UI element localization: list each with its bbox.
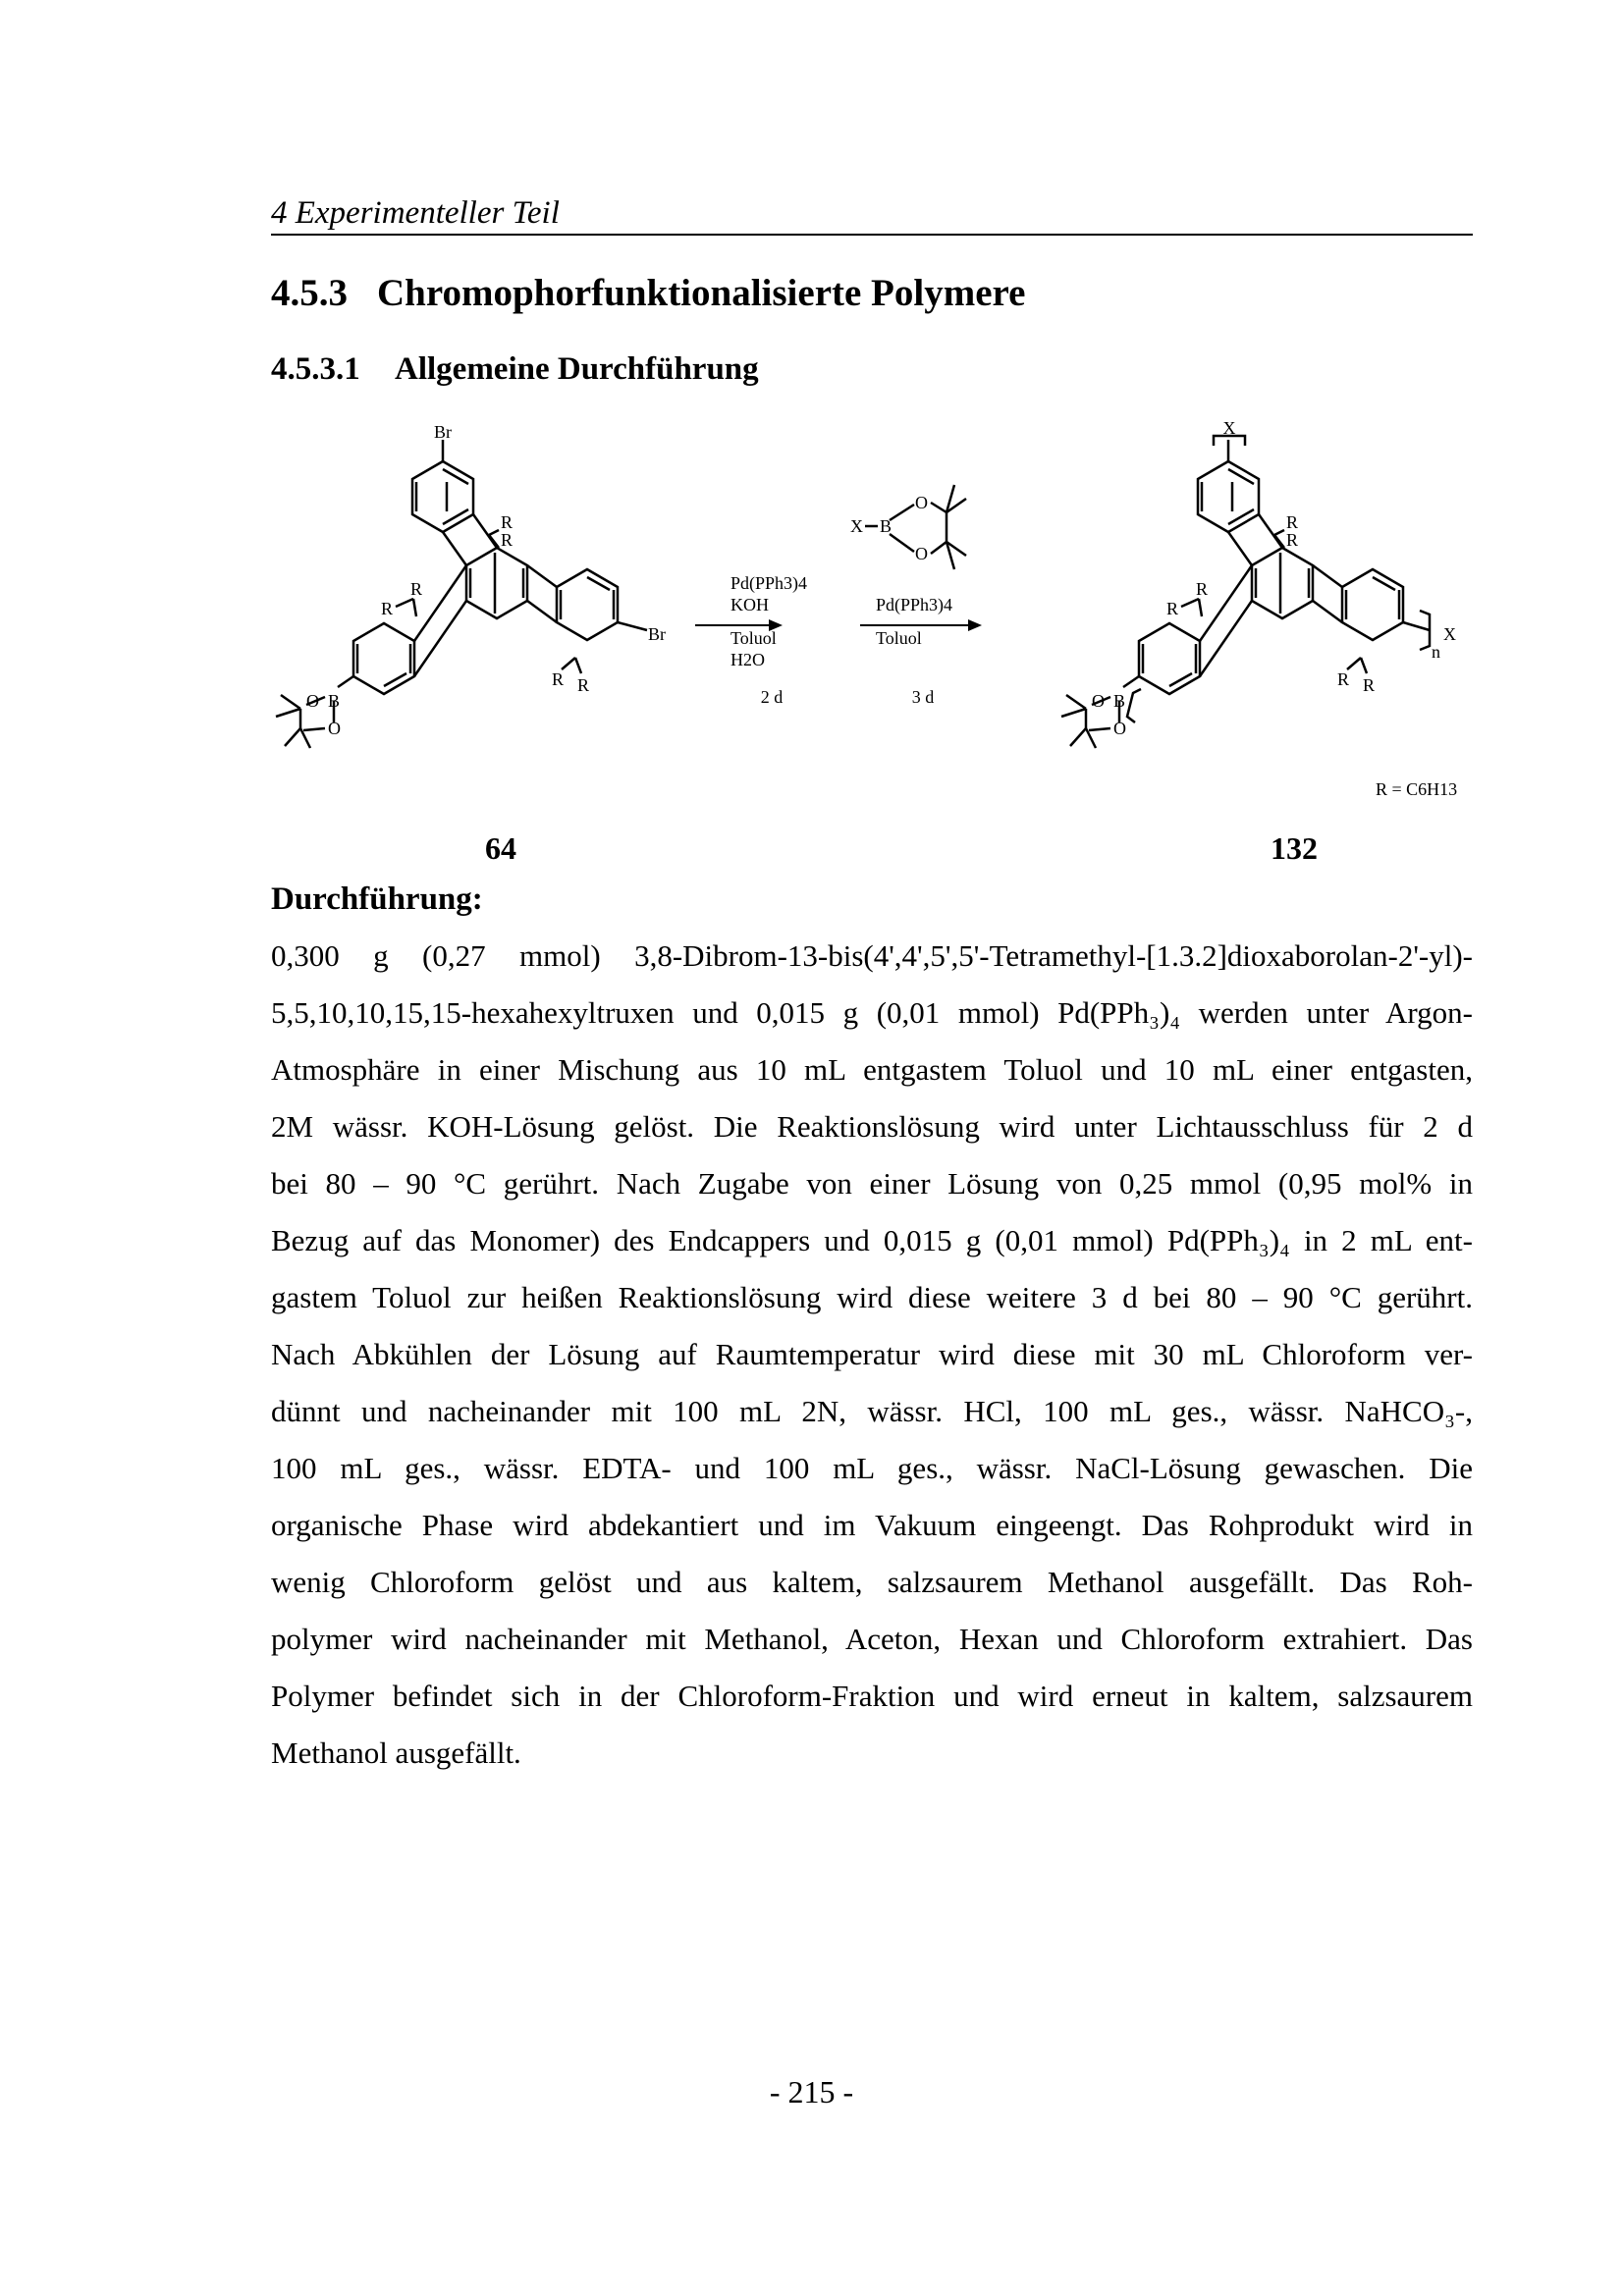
step2-catalyst: Pd(PPh3)4 xyxy=(876,595,953,614)
step1-solvent2: H2O xyxy=(730,650,765,669)
product-boron: B xyxy=(1113,691,1126,711)
reactant-r4: R xyxy=(381,599,394,618)
product-compound-number: 132 xyxy=(1271,830,1318,866)
reaction-scheme-svg xyxy=(271,422,1473,874)
procedure-heading: Durchführung: xyxy=(271,881,483,917)
product-x-top: X xyxy=(1222,422,1236,438)
step1-time: 2 d xyxy=(760,687,784,707)
procedure-line-15: Methanol ausgefällt. xyxy=(271,1735,521,1770)
procedure-line-5: bei 80 – 90 °C gerührt. Nach Zugabe von einer Lösung von 0,25 mmol (0,95 mol% in xyxy=(271,1166,1473,1201)
procedure-line-2: 5,5,10,10,15,15-hexahexyltruxen und 0,015 g (0,01 mmol) Pd(PPh₃)₄ werden unter Argon- xyxy=(271,995,1473,1030)
step1-catalyst: Pd(PPh3)4 xyxy=(730,573,808,593)
reactant-boron: B xyxy=(328,691,341,711)
product-r6: R xyxy=(1363,675,1376,695)
procedure-text xyxy=(271,928,1473,1782)
reactant-oxygen2: O xyxy=(328,719,341,738)
procedure-line-8: Nach Abkühlen der Lösung auf Raumtemperatur wird diese mit 30 mL Chloroform ver- xyxy=(271,1337,1473,1371)
procedure-line-11: organische Phase wird abdekantiert und im Vakuum eingeengt. Das Rohprodukt wird in xyxy=(271,1508,1473,1542)
subsection-title: Allgemeine Durchführung xyxy=(395,351,759,387)
step2-solvent: Toluol xyxy=(876,628,922,648)
subsection-number: 4.5.3.1 xyxy=(271,351,360,387)
product-r3: R xyxy=(1196,579,1209,599)
procedure-line-14: Polymer befindet sich in der Chloroform-Fraktion und wird erneut in kaltem, salzsaurem xyxy=(271,1679,1473,1713)
procedure-line-3: Atmosphäre in einer Mischung aus 10 mL entgastem Toluol und 10 mL einer entgasten, xyxy=(271,1052,1473,1087)
endcapper-x: X xyxy=(850,516,863,536)
section-title: Chromophorfunktionalisierte Polymere xyxy=(377,272,1026,314)
endcapper-boron: B xyxy=(880,516,893,536)
procedure-line-9: dünnt und nacheinander mit 100 mL 2N, wässr. HCl, 100 mL ges., wässr. NaHCO₃-, xyxy=(271,1394,1473,1428)
product-repeat-n: n xyxy=(1432,642,1440,662)
subsection-heading xyxy=(271,351,759,388)
procedure-line-12: wenig Chloroform gelöst und aus kaltem, salzsaurem Methanol ausgefällt. Das Roh- xyxy=(271,1565,1473,1599)
section-number: 4.5.3 xyxy=(271,272,348,314)
section-heading xyxy=(271,271,1025,315)
product-r2: R xyxy=(1286,530,1299,550)
product-structure xyxy=(1061,422,1456,748)
procedure-line-10: 100 mL ges., wässr. EDTA- und 100 mL ges., wässr. NaCl-Lösung gewaschen. Die xyxy=(271,1451,1473,1485)
procedure-line-4: 2M wässr. KOH-Lösung gelöst. Die Reaktionslösung wird unter Lichtausschluss für 2 d xyxy=(271,1109,1473,1144)
procedure-line-1: 0,300 g (0,27 mmol) 3,8-Dibrom-13-bis(4',4',5',5'-Tetramethyl-[1.3.2]dioxaborolan-2'-yl)- xyxy=(271,938,1473,973)
step2-time: 3 d xyxy=(911,687,935,707)
reactant-structure xyxy=(276,422,666,748)
product-r5: R xyxy=(1337,669,1350,689)
reaction-scheme xyxy=(271,422,1473,874)
product-oxygen2: O xyxy=(1113,719,1126,738)
procedure-line-6: Bezug auf das Monomer) des Endcappers und 0,015 g (0,01 mmol) Pd(PPh₃)₄ in 2 mL ent- xyxy=(271,1223,1473,1257)
product-r4: R xyxy=(1166,599,1179,618)
reactant-compound-number: 64 xyxy=(485,830,516,866)
reactant-oxygen1: O xyxy=(306,691,319,711)
reactant-br-top: Br xyxy=(434,422,452,442)
running-head: 4 Experimenteller Teil xyxy=(271,192,1473,236)
reactant-r5: R xyxy=(552,669,565,689)
step1-solvent1: Toluol xyxy=(730,628,777,648)
product-x-right: X xyxy=(1443,624,1456,644)
procedure-line-7: gastem Toluol zur heißen Reaktionslösung wird diese weitere 3 d bei 80 – 90 °C gerührt. xyxy=(271,1280,1473,1314)
reactant-br-right: Br xyxy=(648,624,666,644)
endcapper-oxygen2: O xyxy=(915,544,928,563)
r-definition: R = C6H13 xyxy=(1376,779,1458,799)
page-number: - 215 - xyxy=(769,2074,854,2109)
endcapper-oxygen1: O xyxy=(915,493,928,512)
step1-base: KOH xyxy=(730,595,769,614)
reactant-r6: R xyxy=(577,675,590,695)
reactant-r1: R xyxy=(501,512,514,532)
product-r1: R xyxy=(1286,512,1299,532)
reactant-r3: R xyxy=(410,579,423,599)
reactant-r2: R xyxy=(501,530,514,550)
procedure-line-13: polymer wird nacheinander mit Methanol, Aceton, Hexan und Chloroform extrahiert. Das xyxy=(271,1622,1473,1656)
product-oxygen1: O xyxy=(1092,691,1105,711)
